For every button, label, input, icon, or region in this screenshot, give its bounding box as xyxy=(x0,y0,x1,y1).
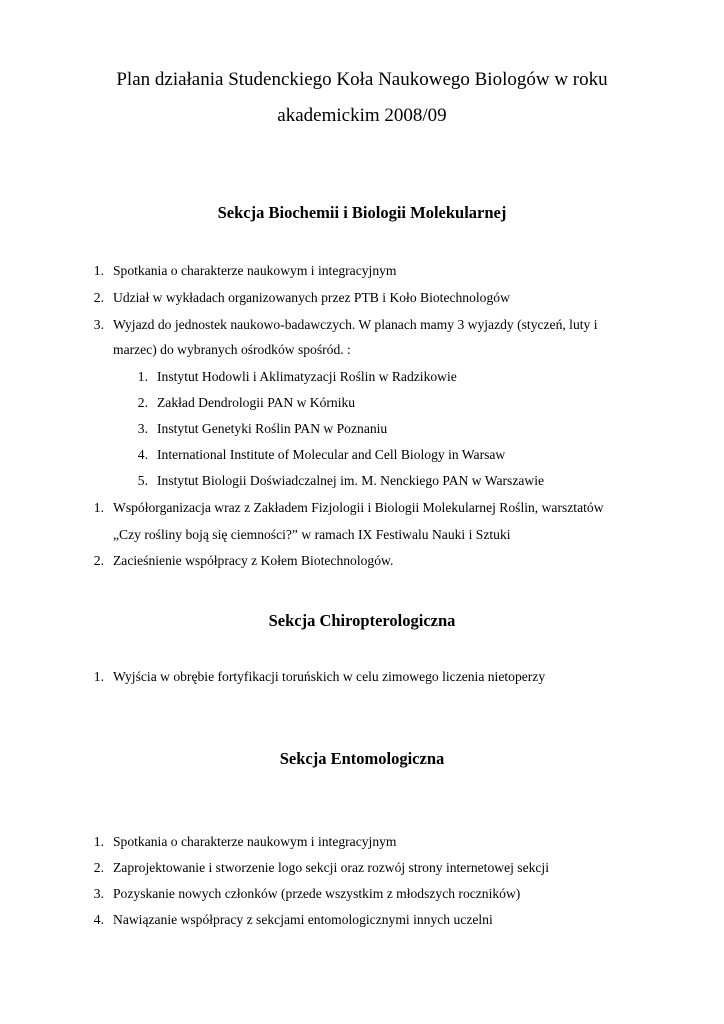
list-item-number: 2. xyxy=(93,553,104,568)
list-item-number: 1. xyxy=(93,263,104,278)
sublist-item-number: 3. xyxy=(137,421,148,436)
sublist-item-number: 5. xyxy=(137,473,148,488)
list-item-text: marzec) do wybranych ośrodków spośród. : xyxy=(113,342,351,357)
list-item-text: Nawiązanie współpracy z sekcjami entomologicznymi innych uczelni xyxy=(113,912,493,927)
sublist-item-number: 1. xyxy=(137,369,148,384)
list-item-text: Zaprojektowanie i stworzenie logo sekcji oraz rozwój strony internetowej sekcji xyxy=(113,860,549,875)
sublist-item-text: Instytut Biologii Doświadczalnej im. M. Nenckiego PAN w Warszawie xyxy=(157,473,545,488)
section-heading-chiropterology: Sekcja Chiropterologiczna xyxy=(268,611,456,630)
list-item-number: 2. xyxy=(93,860,104,875)
list-item-number: 3. xyxy=(93,317,104,332)
list-item-text: Zacieśnienie współpracy z Kołem Biotechnologów. xyxy=(113,553,394,568)
list-item-text: Spotkania o charakterze naukowym i integracyjnym xyxy=(113,834,397,849)
section-heading-biochemistry: Sekcja Biochemii i Biologii Molekularnej xyxy=(217,203,507,222)
section-heading-entomology: Sekcja Entomologiczna xyxy=(279,749,445,768)
list-item-number: 1. xyxy=(93,500,104,515)
list-item-text: Udział w wykładach organizowanych przez PTB i Koło Biotechnologów xyxy=(113,290,510,305)
sublist-item-text: Instytut Genetyki Roślin PAN w Poznaniu xyxy=(157,421,388,436)
list-item-number: 1. xyxy=(93,834,104,849)
list-item-text: Współorganizacja wraz z Zakładem Fizjologii i Biologii Molekularnej Roślin, warsztatów xyxy=(113,500,604,515)
list-item-text: Spotkania o charakterze naukowym i integracyjnym xyxy=(113,263,397,278)
page-title-line-2: akademickim 2008/09 xyxy=(277,105,447,126)
sublist-item-number: 4. xyxy=(137,447,148,462)
sublist-item-text: Zakład Dendrologii PAN w Kórniku xyxy=(157,395,356,410)
list-item-text: Pozyskanie nowych członków (przede wszystkim z młodszych roczników) xyxy=(113,886,521,901)
list-item-number: 4. xyxy=(93,912,104,927)
list-item-text: Wyjścia w obrębie fortyfikacji toruńskich w celu zimowego liczenia nietoperzy xyxy=(113,669,546,684)
list-item-number: 2. xyxy=(93,290,104,305)
list-item-text: Wyjazd do jednostek naukowo-badawczych. W planach mamy 3 wyjazdy (styczeń, luty i xyxy=(113,317,598,332)
sublist-item-number: 2. xyxy=(137,395,148,410)
list-item-text: „Czy rośliny boją się ciemności?” w ramach IX Festiwalu Nauki i Sztuki xyxy=(113,527,511,542)
list-item-number: 1. xyxy=(93,669,104,684)
page-title-line-1: Plan działania Studenckiego Koła Naukowego Biologów w roku xyxy=(116,69,608,90)
sublist-item-text: Instytut Hodowli i Aklimatyzacji Roślin w Radzikowie xyxy=(157,369,457,384)
sublist-item-text: International Institute of Molecular and Cell Biology in Warsaw xyxy=(157,447,506,462)
list-item-number: 3. xyxy=(93,886,104,901)
